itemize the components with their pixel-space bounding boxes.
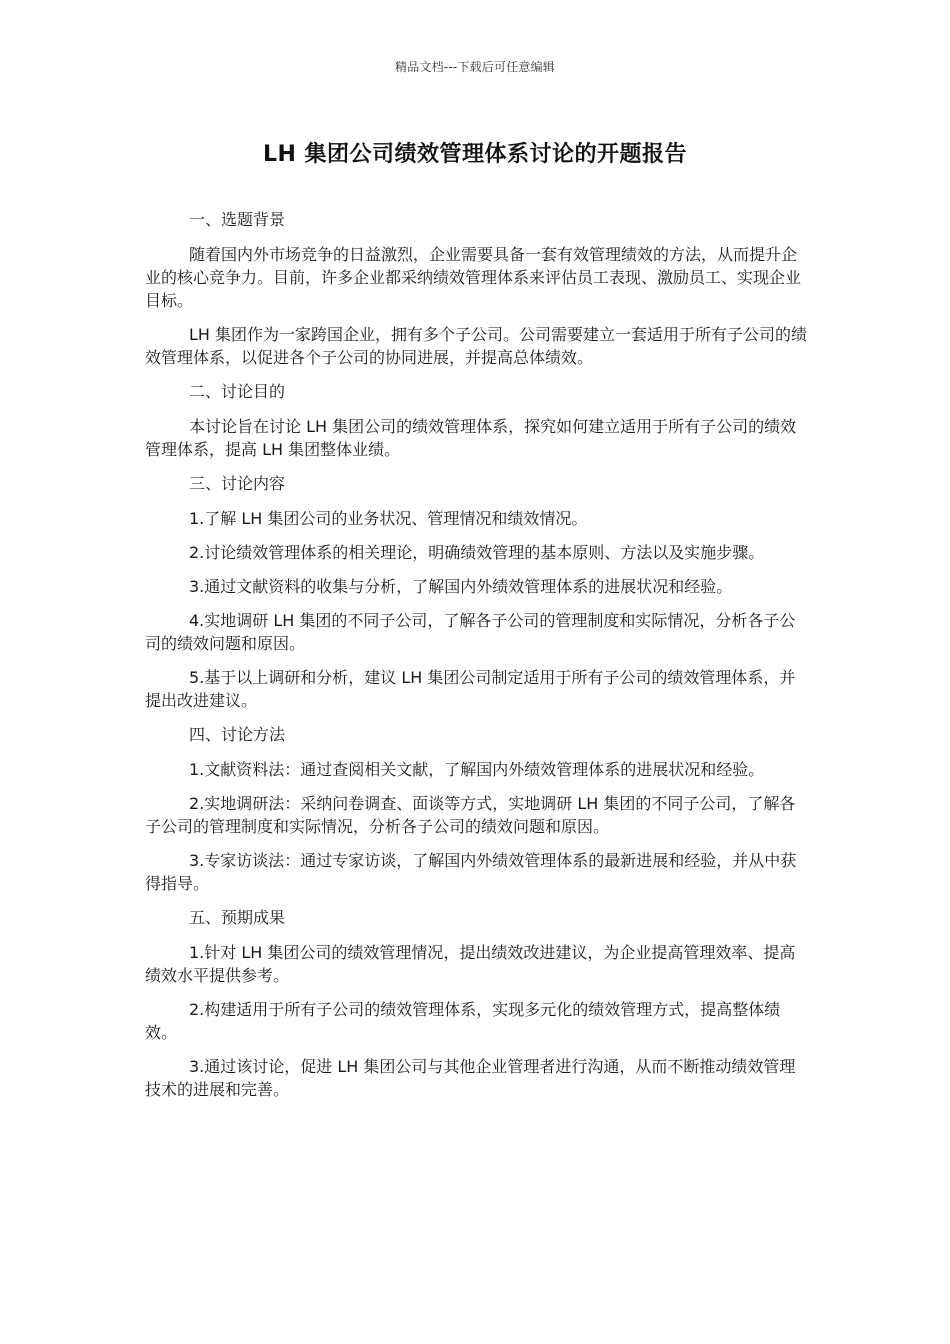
list-item: 2.构建适用于所有子公司的绩效管理体系，实现多元化的绩效管理方式，提高整体绩效。 <box>145 1000 781 1042</box>
list-item: 3.通过文献资料的收集与分析，了解国内外绩效管理体系的进展状况和经验。 <box>189 577 733 596</box>
list-item: 1.了解 LH 集团公司的业务状况、管理情况和绩效情况。 <box>189 509 588 528</box>
list-item: 5.基于以上调研和分析，建议 LH 集团公司制定适用于所有子公司的绩效管理体系，并提出改进建议。 <box>145 668 796 710</box>
list-item: 1.针对 LH 集团公司的绩效管理情况，提出绩效改进建议，为企业提高管理效率、提高绩效水平提供参考。 <box>145 943 796 985</box>
section-heading-content: 三、讨论内容 <box>189 474 286 493</box>
section-heading-methods: 四、讨论方法 <box>189 725 286 744</box>
paragraph: 随着国内外市场竞争的日益激烈，企业需要具备一套有效管理绩效的方法，从而提升企业的核心竞争力。目前，许多企业都采纳绩效管理体系来评估员工表现、激励员工、实现企业目标。 <box>145 245 802 310</box>
section-heading-purpose: 二、讨论目的 <box>189 382 286 401</box>
section-heading-outcomes: 五、预期成果 <box>189 908 286 927</box>
list-item: 2.讨论绩效管理体系的相关理论，明确绩效管理的基本原则、方法以及实施步骤。 <box>189 543 765 562</box>
list-item: 3.专家访谈法：通过专家访谈，了解国内外绩效管理体系的最新进展和经验，并从中获得指导。 <box>145 851 797 893</box>
list-item: 1.文献资料法：通过查阅相关文献，了解国内外绩效管理体系的进展状况和经验。 <box>189 760 765 779</box>
list-item: 2.实地调研法：采纳问卷调查、面谈等方式，实地调研 LH 集团的不同子公司，了解各子公司的管理制度和实际情况，分析各子公司的绩效问题和原因。 <box>145 794 796 836</box>
paragraph: LH 集团作为一家跨国企业，拥有多个子公司。公司需要建立一套适用于所有子公司的绩效管理体系，以促进各个子公司的协同进展，并提高总体绩效。 <box>145 325 808 367</box>
document-body <box>145 208 811 1112</box>
section-heading-background: 一、选题背景 <box>189 210 286 229</box>
document-title: LH 集团公司绩效管理体系讨论的开题报告 <box>262 142 688 167</box>
paragraph: 本讨论旨在讨论 LH 集团公司的绩效管理体系，探究如何建立适用于所有子公司的绩效管理体系，提高 LH 集团整体业绩。 <box>145 417 797 459</box>
list-item: 3.通过该讨论，促进 LH 集团公司与其他企业管理者进行沟通，从而不断推动绩效管理技术的进展和完善。 <box>145 1057 796 1099</box>
list-item: 4.实地调研 LH 集团的不同子公司，了解各子公司的管理制度和实际情况，分析各子公司的绩效问题和原因。 <box>145 611 796 653</box>
page-header-note: 精品文档---下载后可任意编辑 <box>395 60 555 74</box>
